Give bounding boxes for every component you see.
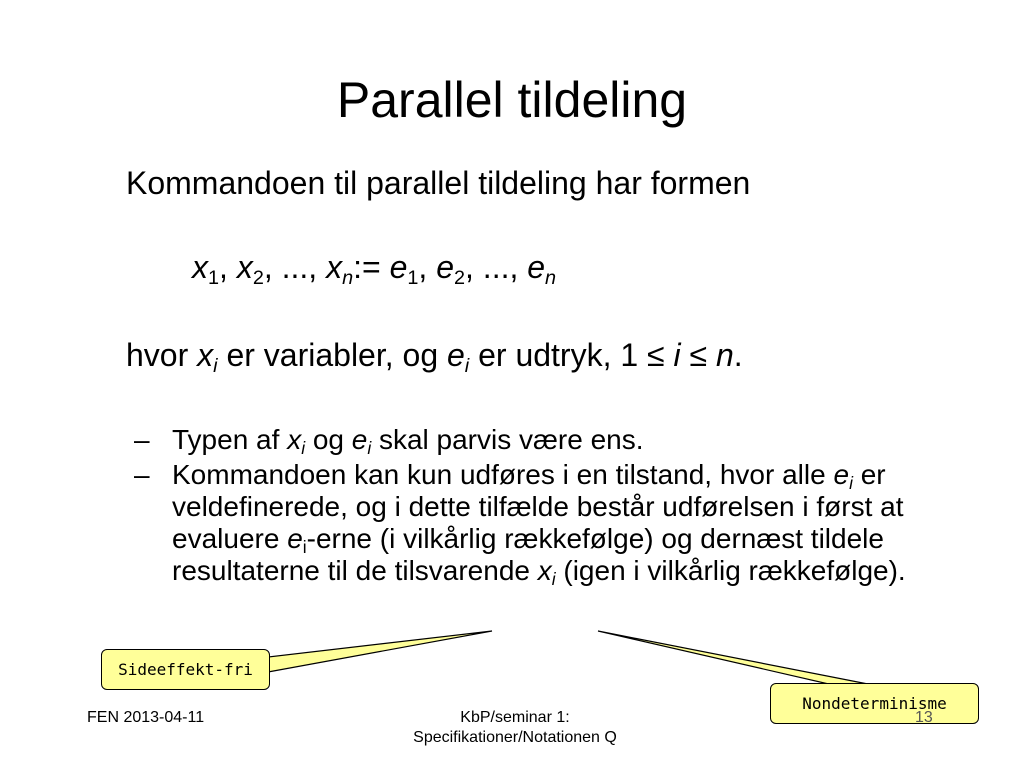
bullet-dash: –	[134, 424, 150, 455]
assignment-formula: $x_1$, $x_2$, ..., $x_n:= e_1$, $e_2$, ..., $e_n$	[192, 249, 557, 289]
callout-nondeterminism: Nondeterminisme	[770, 683, 979, 724]
footer-course-line2: Specifikationer/Notationen Q	[413, 729, 617, 746]
bullet-list	[134, 424, 914, 590]
bullet-dash: –	[134, 459, 150, 490]
footer-page-number: 13	[915, 709, 933, 726]
intro-text: Kommandoen til parallel tildeling har formen	[126, 165, 751, 201]
footer-course-line1: KbP/seminar 1:	[460, 709, 570, 726]
where-clause: hvor $x_i$ er variabler, og $e_i$ er udtryk, 1 ≤ i ≤ n.	[126, 337, 743, 377]
callout-pointer-side-effect	[268, 631, 492, 672]
callout-pointer-nondeterminism	[598, 631, 873, 685]
footer-date: FEN 2013-04-11	[87, 709, 205, 726]
bullet-item-execution: – Kommandoen kan kun udføres i en tilstand, hvor alle $e_i$ er veldefinerede, og i dette tilfælde består udførelsen i først at evaluere $e_i$-erne (i vilkårlig rækkefølge) og dernæst tildele resultaterne til de tilsvarende $x_i$ (igen i vilkårlig rækkefølge).	[134, 459, 906, 590]
slide-title: Parallel tildeling	[336, 72, 688, 128]
callout-side-effect-free: Sideeffekt-fri	[101, 649, 270, 690]
bullet-item-type: – Typen af $x_i$ og $e_i$ skal parvis være ens.	[134, 424, 644, 459]
footer-course	[330, 708, 700, 748]
